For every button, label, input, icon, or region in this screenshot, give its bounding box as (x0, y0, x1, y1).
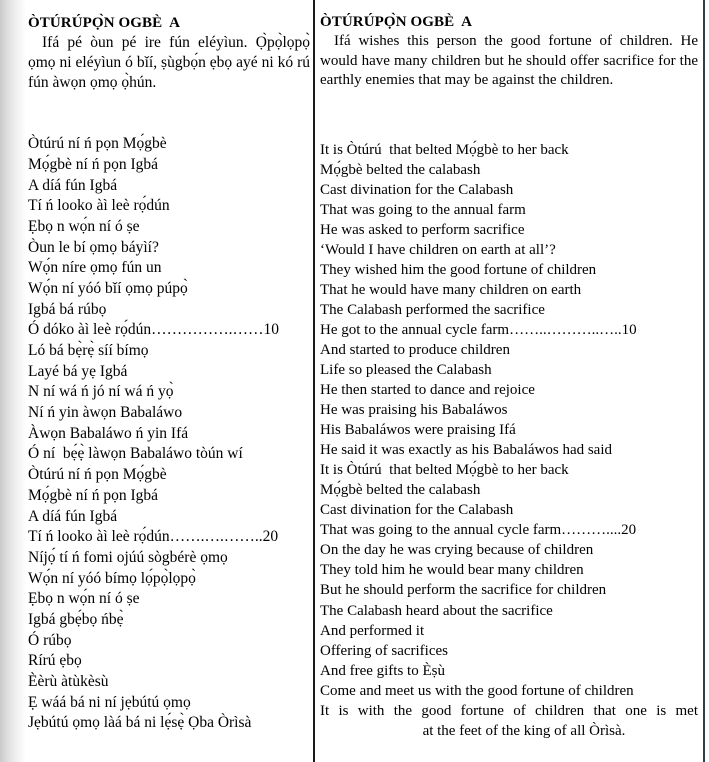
yoruba-intro-paragraph: Ifá pé òun pé ire fún eléyìun. Ọ̀pọ̀lọpọ̀ ọmọ ni eléyìun ó bǐí, ṣùgbọ́n ẹbọ ayé ni kó rú fún àwọn ọmọ ọ̀hún. (28, 33, 310, 92)
verse-line: A díá fún Igbá (28, 176, 118, 194)
verse-line: Igbá gbẹ́bọ ńbẹ̀ (28, 610, 124, 628)
verse-line: Òun le bí ọmọ báyìí? (28, 238, 159, 256)
verse-line: Òtúrú ní ń pọn Mọ́gbè (28, 466, 167, 484)
verse-line: Wọ́n níre ọmọ fún un (28, 259, 162, 277)
page-right-border (703, 0, 705, 762)
verse-line: Tí ń looko àì leè rọ́dún…….….……..20 (28, 528, 279, 546)
verse-line: That he would have many children on earth (320, 282, 582, 299)
verse-line: Life so pleased the Calabash (320, 362, 492, 379)
verse-line: Èèrù àtùkèsù (28, 673, 109, 691)
yoruba-heading: ÒTÚRÚPỌ̀N OGBÈ A (28, 15, 181, 31)
yoruba-column (28, 0, 310, 734)
verse-line: Ẹ wáá bá ni ní jẹbútú ọmọ (28, 693, 191, 711)
verse-line: Mọ́gbè belted the calabash (320, 482, 481, 499)
verse-line: The Calabash performed the sacrifice (320, 302, 545, 319)
verse-line: Wọ́n ní yóó bímọ lọ́pọ̀lọpọ̀ (28, 569, 196, 587)
verse-line: ‘Would I have children on earth at all’? (320, 242, 556, 259)
verse-line: And performed it (320, 622, 425, 639)
english-intro-paragraph: Ifá wishes this person the good fortune of children. He would have many children but he should offer sacrifice for the earthly enemies that may be against the children. (320, 32, 698, 89)
verse-line: And free gifts to Èṣù (320, 662, 445, 679)
verse-line: Ló bá bẹ̀rẹ̀ síí bímọ (28, 342, 149, 360)
verse-line-final-second: at the feet of the king of all Òrìsà. (422, 722, 626, 739)
english-heading: ÒTÚRÚPỌ̀N OGBÈ A (320, 14, 473, 30)
verse-line: Rírú ẹbọ (28, 652, 82, 670)
column-divider (313, 0, 315, 762)
verse-line: Ó dóko àì leè rọ́dún…………….……10 (28, 321, 279, 339)
yoruba-verse-list (28, 134, 310, 734)
verse-line: Jẹbútú ọmọ làá bá ni lẹ́sẹ̀ Ọba Òrìsà (28, 714, 252, 732)
verse-line: And started to produce children (320, 342, 510, 359)
verse-line: Ó ní bẹ́ẹ̀ làwọn Babaláwo tòún wí (28, 445, 243, 463)
verse-line: Mọ́gbè ní ń pọn Igbá (28, 155, 159, 173)
verse-line: His Babaláwos were praising Ifá (320, 422, 516, 439)
verse-line: That was going to the annual farm (320, 202, 526, 219)
verse-line: N ní wá ń jó ní wá ń yọ̀ (28, 383, 174, 401)
verse-line: It is Òtúrú that belted Mọ́gbè to her back (320, 142, 569, 159)
verse-line: A díá fún Igbá (28, 507, 118, 525)
verse-line: Layé bá yẹ Igbá (28, 362, 128, 380)
english-column (320, 0, 698, 741)
verse-line: Tí ń looko àì leè rọ́dún (28, 197, 170, 215)
scan-edge-shadow (0, 0, 26, 762)
verse-line: It is Òtúrú that belted Mọ́gbè to her back (320, 462, 569, 479)
verse-line: Igbá bá rúbọ (28, 300, 107, 318)
verse-line: Come and meet us with the good fortune of children (320, 682, 634, 699)
verse-line: Offering of sacrifices (320, 642, 448, 659)
verse-line: Ó rúbọ (28, 631, 72, 649)
verse-line: He said it was exactly as his Babaláwos had said (320, 442, 613, 459)
verse-line: But he should perform the sacrifice for children (320, 582, 607, 599)
verse-line: Cast divination for the Calabash (320, 502, 514, 519)
verse-line: That was going to the annual cycle farm………....20 (320, 522, 637, 539)
verse-line: He was asked to perform sacrifice (320, 222, 525, 239)
verse-line: Cast divination for the Calabash (320, 182, 514, 199)
english-verse-list (320, 140, 698, 740)
verse-line: On the day he was crying because of children (320, 542, 594, 559)
verse-line: The Calabash heard about the sacrifice (320, 602, 553, 619)
verse-line: Ẹbọ n wọ́n ní ó ṣe (28, 590, 140, 608)
verse-line: Òtúrú ní ń pọn Mọ́gbè (28, 135, 167, 153)
verse-line: He then started to dance and rejoice (320, 382, 535, 399)
verse-line: Mọ́gbè ní ń pọn Igbá (28, 486, 159, 504)
verse-line: Ní ń yin àwọn Babaláwo (28, 404, 183, 422)
verse-line: They wished him the good fortune of children (320, 262, 597, 279)
verse-line: Níjọ́ tí ń fomi ojúú sògbérè ọmọ (28, 548, 228, 566)
verse-line: He was praising his Babaláwos (320, 402, 508, 419)
verse-line: They told him he would bear many children (320, 562, 584, 579)
verse-line-final-first: It is with the good fortune of children that one is met (320, 702, 698, 719)
verse-line: Mọ́gbè belted the calabash (320, 162, 481, 179)
verse-line: Wọ́n ní yóó bǐí ọmọ púpọ̀ (28, 279, 188, 297)
verse-line: He got to the annual cycle farm……..………..…..10 (320, 322, 637, 339)
verse-line: Àwọn Babaláwo ń yin Ifá (28, 424, 189, 442)
verse-line: Ẹbọ n wọ́n ní ó ṣe (28, 217, 140, 235)
